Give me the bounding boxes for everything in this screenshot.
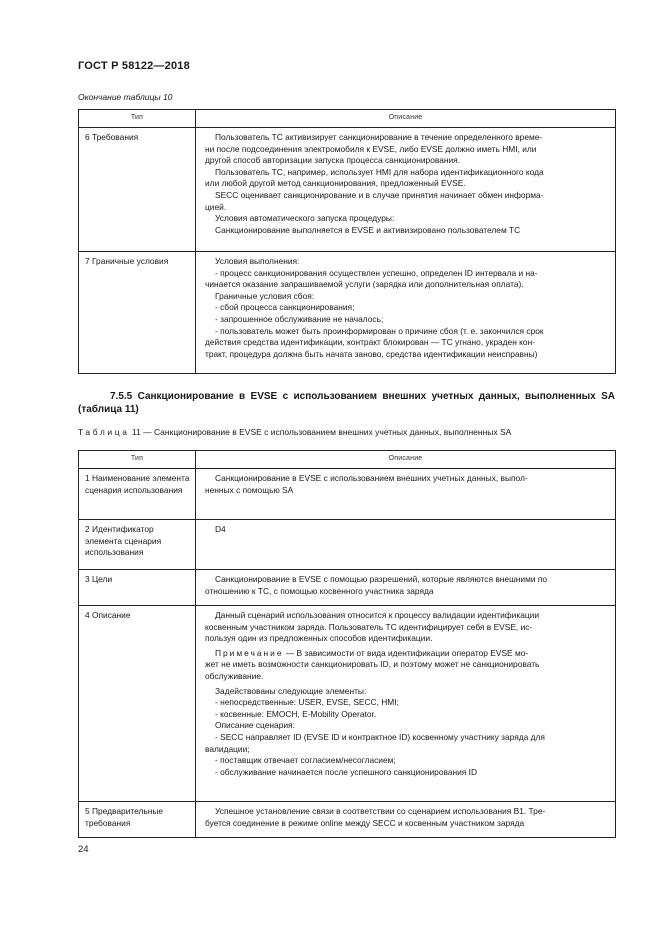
note-label: Примечание (215, 647, 284, 658)
note-line: жет не иметь возможности санкционировать ID, и поэтому может не санкционировать (205, 659, 540, 670)
text-line: чинается оказание запрашиваемой услуги (зарядка или дополнительная оплата). (205, 279, 524, 290)
text-line: Описание сценария: (215, 720, 295, 731)
text-line: - запрошенное обслуживание не началось; (215, 313, 384, 324)
text-line: буется соединение в режиме online между SECC и косвенным участником заряда (205, 817, 525, 828)
table-11 (78, 450, 616, 838)
note-block (205, 648, 607, 683)
text-line: - процесс санкционирования осуществлен успешно, определен ID интервала и на- (215, 267, 538, 278)
text-line: Условия автоматического запуска процедуры: (215, 213, 395, 224)
text-line: Задействованы следующие элементы: (215, 685, 367, 696)
text-line: пользуя один из предложенных способов идентификации. (205, 633, 433, 644)
column-header-description: Описание (196, 110, 616, 128)
text-line: Санкционирование в EVSE с использованием внешних учетных данных, выпол- (215, 473, 528, 483)
text-line: D4 (215, 524, 226, 534)
text-line: Пользователь ТС, например, использует HMI для набора идентификационного кода (215, 166, 544, 177)
section-title: 7.5.5 Санкционирование в EVSE с использованием внешних учетных данных, выполненных SA (таблица 11) (78, 391, 615, 415)
text-line: Санкционирование в EVSE с помощью разрешений, которые являются внешними по (215, 574, 548, 584)
text-line: Успешное установление связи в соответствии со сценарием использования B1. Тре- (215, 806, 546, 816)
text-line: SECC оценивает санкционирование и в случае принятия начинает обмен информа- (215, 189, 544, 200)
text-line: валидации; (205, 743, 250, 754)
text-line: действия средства идентификации, контракт блокирован — ТС угнано, украден кон- (205, 337, 535, 348)
row-description (196, 802, 616, 838)
text-line: Санкционирование выполняется в EVSE и активизировано пользователем ТС (215, 224, 521, 235)
row-description (196, 128, 616, 252)
page-number: 24 (78, 844, 89, 855)
table-row (79, 520, 616, 570)
row-type-boundary-conditions: 7 Граничные условия (79, 252, 196, 374)
row-description (196, 469, 616, 520)
note-line: обслуживание. (205, 670, 264, 681)
text-line: отношению к ТС, с помощью косвенного участника заряда (205, 585, 434, 596)
text-line: Граничные условия сбоя: (215, 290, 315, 301)
table-11-caption-text: 11 — Санкционирование в EVSE с использованием внешних учетных данных, выполненных SA (129, 427, 512, 437)
column-header-description: Описание (196, 451, 616, 469)
table-11-caption (78, 427, 511, 437)
note-first-text: — В зависимости от вида идентификации оператор EVSE мо- (283, 647, 529, 658)
text-line: Условия выполнения: (215, 256, 300, 266)
row-type-element-id: 2 Идентификатор элемента сценария использования (79, 520, 196, 570)
text-line: Данный сценарий использования относится к процессу валидации идентификации (215, 610, 540, 620)
row-type-description: 4 Описание (79, 606, 196, 802)
table-10-caption: Окончание таблицы 10 (78, 92, 173, 102)
column-header-type: Тип (79, 110, 196, 128)
row-description (196, 606, 616, 802)
table-row (79, 606, 616, 802)
text-line: - непосредственные: USER, EVSE, SECC, HMI; (215, 697, 399, 708)
table-11-header-row (79, 451, 616, 469)
row-description (196, 520, 616, 570)
table-row (79, 252, 616, 374)
note-first-line (205, 648, 607, 660)
table-10 (78, 109, 616, 374)
text-line: тракт, процедура должна быть начата заново, средства идентификации неисправны) (205, 348, 538, 359)
text-line: косвенным участником заряда. Пользователь ТС идентифицирует себя в EVSE, ис- (205, 621, 533, 632)
text-line: - сбой процесса санкционирования; (215, 302, 355, 313)
text-line: - SECC направляет ID (EVSE ID и контрактное ID) косвенному участнику заряда для (215, 731, 545, 742)
text-line: цией. (205, 201, 227, 212)
table-row (79, 128, 616, 252)
text-line: или любой другой метод санкционирования, предложенный EVSE. (205, 178, 466, 189)
row-description (196, 570, 616, 606)
text-line: - обслуживание начинается после успешного санкционирования ID (215, 766, 478, 777)
table-row (79, 802, 616, 838)
row-type-element-name: 1 Наименование элемента сценария использования (79, 469, 196, 520)
text-line: - поставщик отвечает согласием/несогласием; (215, 755, 396, 766)
text-line: другой способ авторизации запуска процесса санкционирования. (205, 155, 461, 166)
document-header: ГОСТ Р 58122—2018 (78, 60, 190, 72)
text-line: - косвенные: EMOCH, E-Mobility Operator. (215, 708, 377, 719)
text-line: - пользователь может быть проинформирован о причине сбоя (т. е. закончился срок (215, 325, 544, 336)
table-11-caption-label: Таблица (78, 427, 130, 437)
row-type-preconditions: 5 Предварительные требования (79, 802, 196, 838)
table-10-header-row (79, 110, 616, 128)
column-header-type: Тип (79, 451, 196, 469)
row-description (196, 252, 616, 374)
table-row (79, 570, 616, 606)
text-line: ненных с помощью SA (205, 484, 294, 495)
text-line: ни после подсоединения электромобиля к EVSE, либо EVSE должно иметь HMI, или (205, 143, 537, 154)
row-type-requirements: 6 Требования (79, 128, 196, 252)
row-type-goals: 3 Цели (79, 570, 196, 606)
table-row (79, 469, 616, 520)
text-line: Пользователь ТС активизирует санкционирование в течение определенного време- (215, 132, 543, 142)
